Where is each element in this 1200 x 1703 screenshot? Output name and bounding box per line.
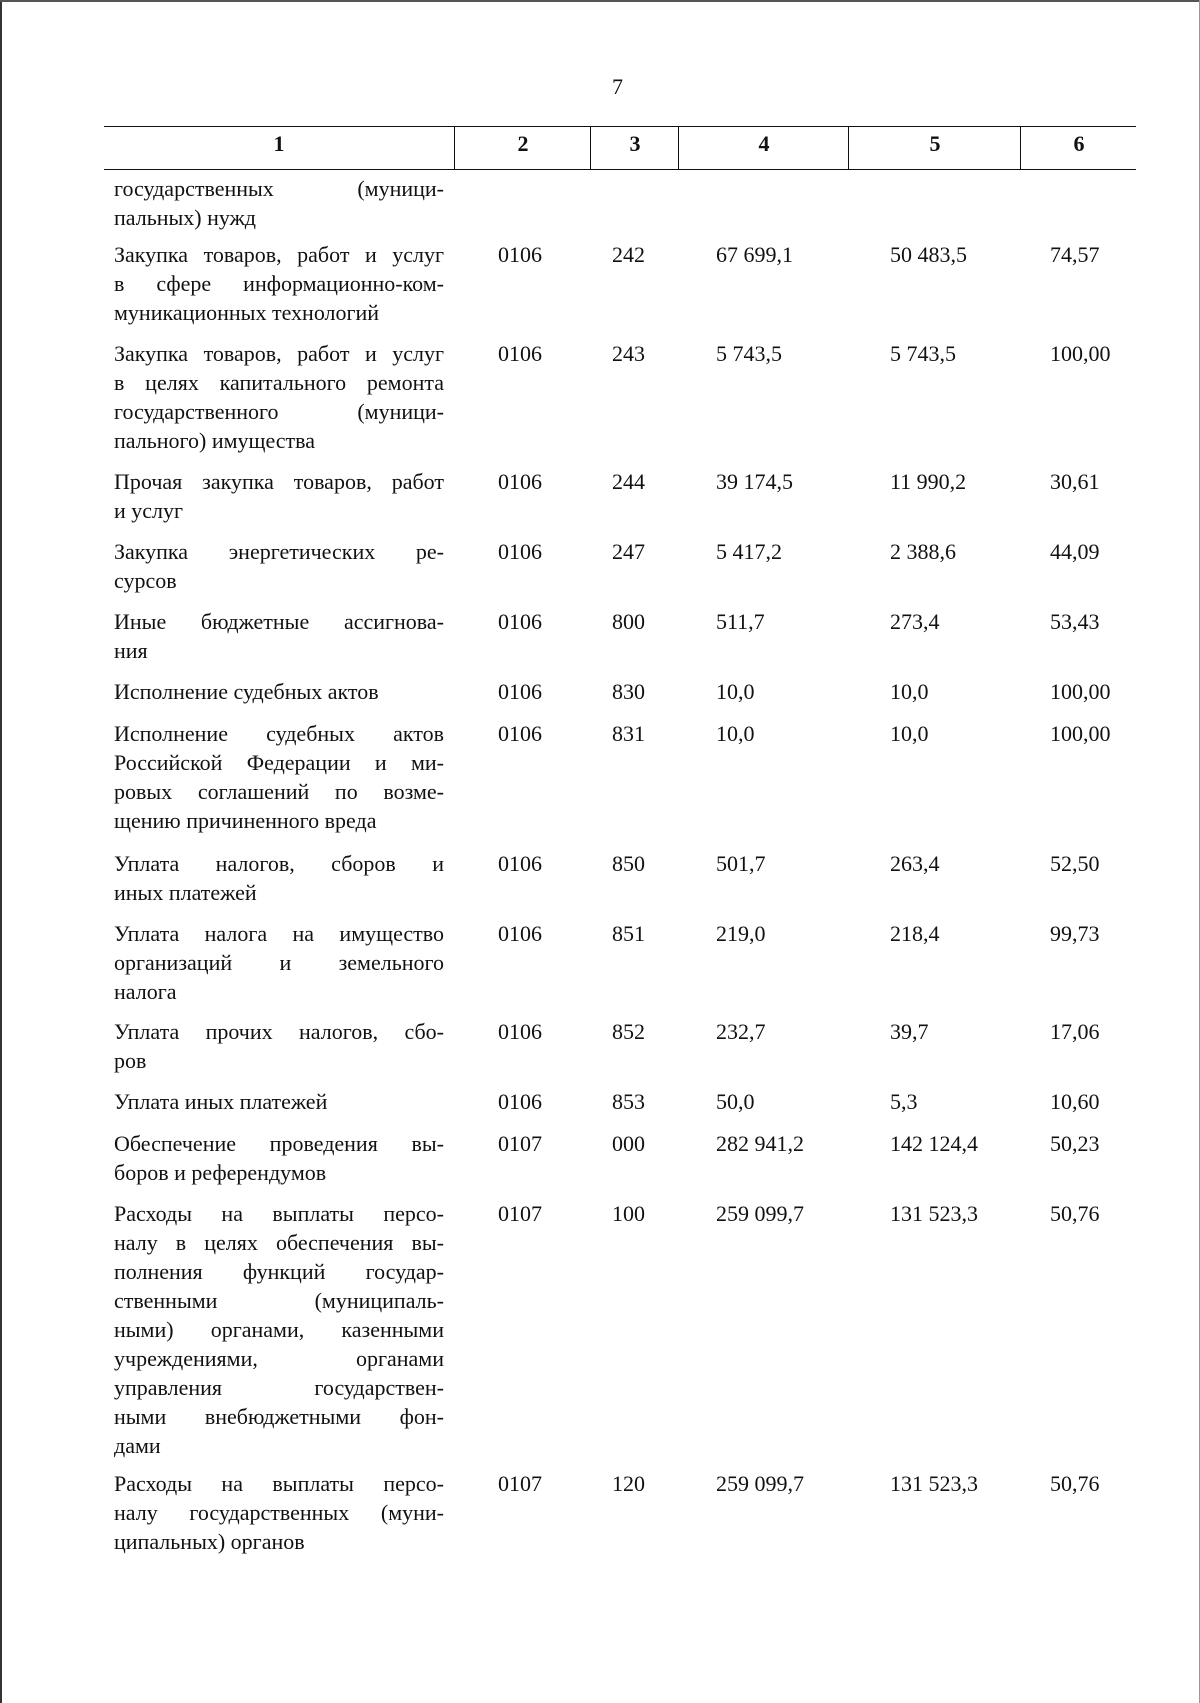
percent-cell: 44,09 [1050,539,1100,564]
plan-cell: 232,7 [716,1019,766,1044]
row-description-line: муникационных технологий [114,300,380,325]
scan-edge-top [0,0,1200,2]
type-cell: 000 [612,1131,645,1156]
code-cell: 0106 [498,1089,542,1114]
type-cell: 243 [612,341,645,366]
fact-cell: 11 990,2 [890,469,967,494]
row-description-line: пального) имущества [114,428,316,453]
plan-cell: 511,7 [716,609,765,634]
code-cell: 0106 [498,539,542,564]
percent-cell: 53,43 [1050,609,1100,634]
code-cell: 0106 [498,609,542,634]
row-description-line: ципальных) органов [114,1529,305,1554]
row-description-line: ственными (муниципаль- [114,1288,444,1313]
code-cell: 0106 [498,341,542,366]
code-cell: 0106 [498,242,542,267]
type-cell: 120 [612,1471,645,1496]
row-description-line: налога [114,979,177,1004]
type-cell: 244 [612,469,645,494]
row-description [114,719,444,835]
percent-cell: 52,50 [1050,851,1100,876]
plan-cell: 10,0 [716,679,755,704]
row-description-line: пальных) нужд [114,205,257,230]
type-cell: 831 [612,721,645,746]
row-description [114,467,444,525]
plan-cell: 67 699,1 [716,242,793,267]
row-description-line: ными внебюджетными фон- [114,1404,444,1429]
plan-cell: 282 941,2 [716,1131,804,1156]
row-description [114,1087,444,1116]
row-description-line: управления государствен- [114,1375,444,1400]
percent-cell: 10,60 [1050,1089,1100,1114]
row-description-line: ния [114,638,148,663]
percent-cell: 74,57 [1050,242,1100,267]
row-description-line: организаций и земельного [114,950,444,975]
row-description-line: Обеспечение проведения вы- [114,1131,444,1156]
header-col-1: 1 [273,131,285,156]
row-description [114,677,444,706]
fact-cell: 263,4 [890,851,940,876]
code-cell: 0106 [498,679,542,704]
row-description [114,537,444,595]
type-cell: 851 [612,921,645,946]
fact-cell: 273,4 [890,609,940,634]
row-description-line: ными) органами, казенными [114,1317,444,1342]
header-col-3: 3 [590,127,679,169]
percent-cell: 100,00 [1050,341,1111,366]
row-description-line: Уплата прочих налогов, сбо- [114,1019,444,1044]
code-cell: 0106 [498,1019,542,1044]
row-description-line: Уплата иных платежей [114,1089,328,1114]
plan-cell: 5 417,2 [716,539,782,564]
row-description-line: налу в целях обеспечения вы- [114,1230,444,1255]
plan-cell: 10,0 [716,721,755,746]
row-description-line: налу государственных (муни- [114,1500,444,1525]
row-description-line: Исполнение судебных актов [114,679,379,704]
row-description-line: Российской Федерации и ми- [114,750,444,775]
type-cell: 800 [612,609,645,634]
page-number: 7 [612,74,623,99]
percent-cell: 50,76 [1050,1471,1100,1496]
code-cell: 0106 [498,921,542,946]
row-description-line: Расходы на выплаты персо- [114,1201,444,1226]
fact-cell: 10,0 [890,679,929,704]
percent-cell: 17,06 [1050,1019,1100,1044]
row-description-line: боров и референдумов [114,1160,327,1185]
type-cell: 853 [612,1089,645,1114]
type-cell: 830 [612,679,645,704]
row-description-line: Расходы на выплаты персо- [114,1471,444,1496]
fact-cell: 131 523,3 [890,1201,978,1226]
fact-cell: 50 483,5 [890,242,967,267]
fact-cell: 142 124,4 [890,1131,978,1156]
row-description-line: Закупка товаров, работ и услуг [114,242,444,267]
row-description-line: Иные бюджетные ассигнова- [114,609,444,634]
row-description-line: Уплата налога на имущество [114,921,444,946]
row-description-line: иных платежей [114,880,257,905]
row-description-line: Закупка товаров, работ и услуг [114,341,444,366]
row-description-line: ровых соглашений по возме- [114,779,444,804]
row-description-line: государственных (муници- [114,176,444,201]
scan-edge-left [0,0,2,1703]
percent-cell: 100,00 [1050,721,1111,746]
header-col-6: 6 [1020,127,1137,169]
row-description-line: ров [114,1048,147,1073]
type-cell: 850 [612,851,645,876]
plan-cell: 259 099,7 [716,1471,804,1496]
percent-cell: 100,00 [1050,679,1111,704]
type-cell: 242 [612,242,645,267]
row-description [114,1469,444,1556]
row-description-line: в целях капитального ремонта [114,370,444,395]
row-description [114,174,444,232]
row-description [114,1129,444,1187]
fact-cell: 131 523,3 [890,1471,978,1496]
plan-cell: 219,0 [716,921,766,946]
row-description-line: Прочая закупка товаров, работ [114,469,444,494]
percent-cell: 50,76 [1050,1201,1100,1226]
plan-cell: 259 099,7 [716,1201,804,1226]
plan-cell: 5 743,5 [716,341,782,366]
fact-cell: 2 388,6 [890,539,956,564]
row-description [114,240,444,327]
header-col-2: 2 [454,127,591,169]
header-col-4: 4 [678,127,849,169]
row-description-line: полнения функций государ- [114,1259,444,1284]
row-description-line: сурсов [114,568,177,593]
row-description [114,339,444,455]
percent-cell: 30,61 [1050,469,1100,494]
code-cell: 0107 [498,1201,542,1226]
row-description-line: Уплата налогов, сборов и [114,851,444,876]
code-cell: 0107 [498,1131,542,1156]
row-description [114,849,444,907]
type-cell: 100 [612,1201,645,1226]
plan-cell: 39 174,5 [716,469,793,494]
row-description-line: дами [114,1433,161,1458]
plan-cell: 501,7 [716,851,766,876]
row-description-line: в сфере информационно-ком- [114,271,444,296]
row-description-line: государственного (муници- [114,399,444,424]
header-col-5: 5 [848,127,1021,169]
code-cell: 0107 [498,1471,542,1496]
type-cell: 247 [612,539,645,564]
fact-cell: 10,0 [890,721,929,746]
row-description [114,919,444,1006]
plan-cell: 50,0 [716,1089,755,1114]
percent-cell: 99,73 [1050,921,1100,946]
row-description-line: Исполнение судебных актов [114,721,444,746]
type-cell: 852 [612,1019,645,1044]
row-description [114,607,444,665]
row-description-line: и услуг [114,498,184,523]
code-cell: 0106 [498,851,542,876]
row-description-line: щению причиненного вреда [114,808,377,833]
row-description [114,1017,444,1075]
fact-cell: 5,3 [890,1089,918,1114]
row-description-line: учреждениями, органами [114,1346,444,1371]
fact-cell: 39,7 [890,1019,929,1044]
row-description-line: Закупка энергетических ре- [114,539,444,564]
row-description [114,1199,444,1460]
table-header [104,126,1136,170]
fact-cell: 5 743,5 [890,341,956,366]
percent-cell: 50,23 [1050,1131,1100,1156]
code-cell: 0106 [498,721,542,746]
fact-cell: 218,4 [890,921,940,946]
code-cell: 0106 [498,469,542,494]
